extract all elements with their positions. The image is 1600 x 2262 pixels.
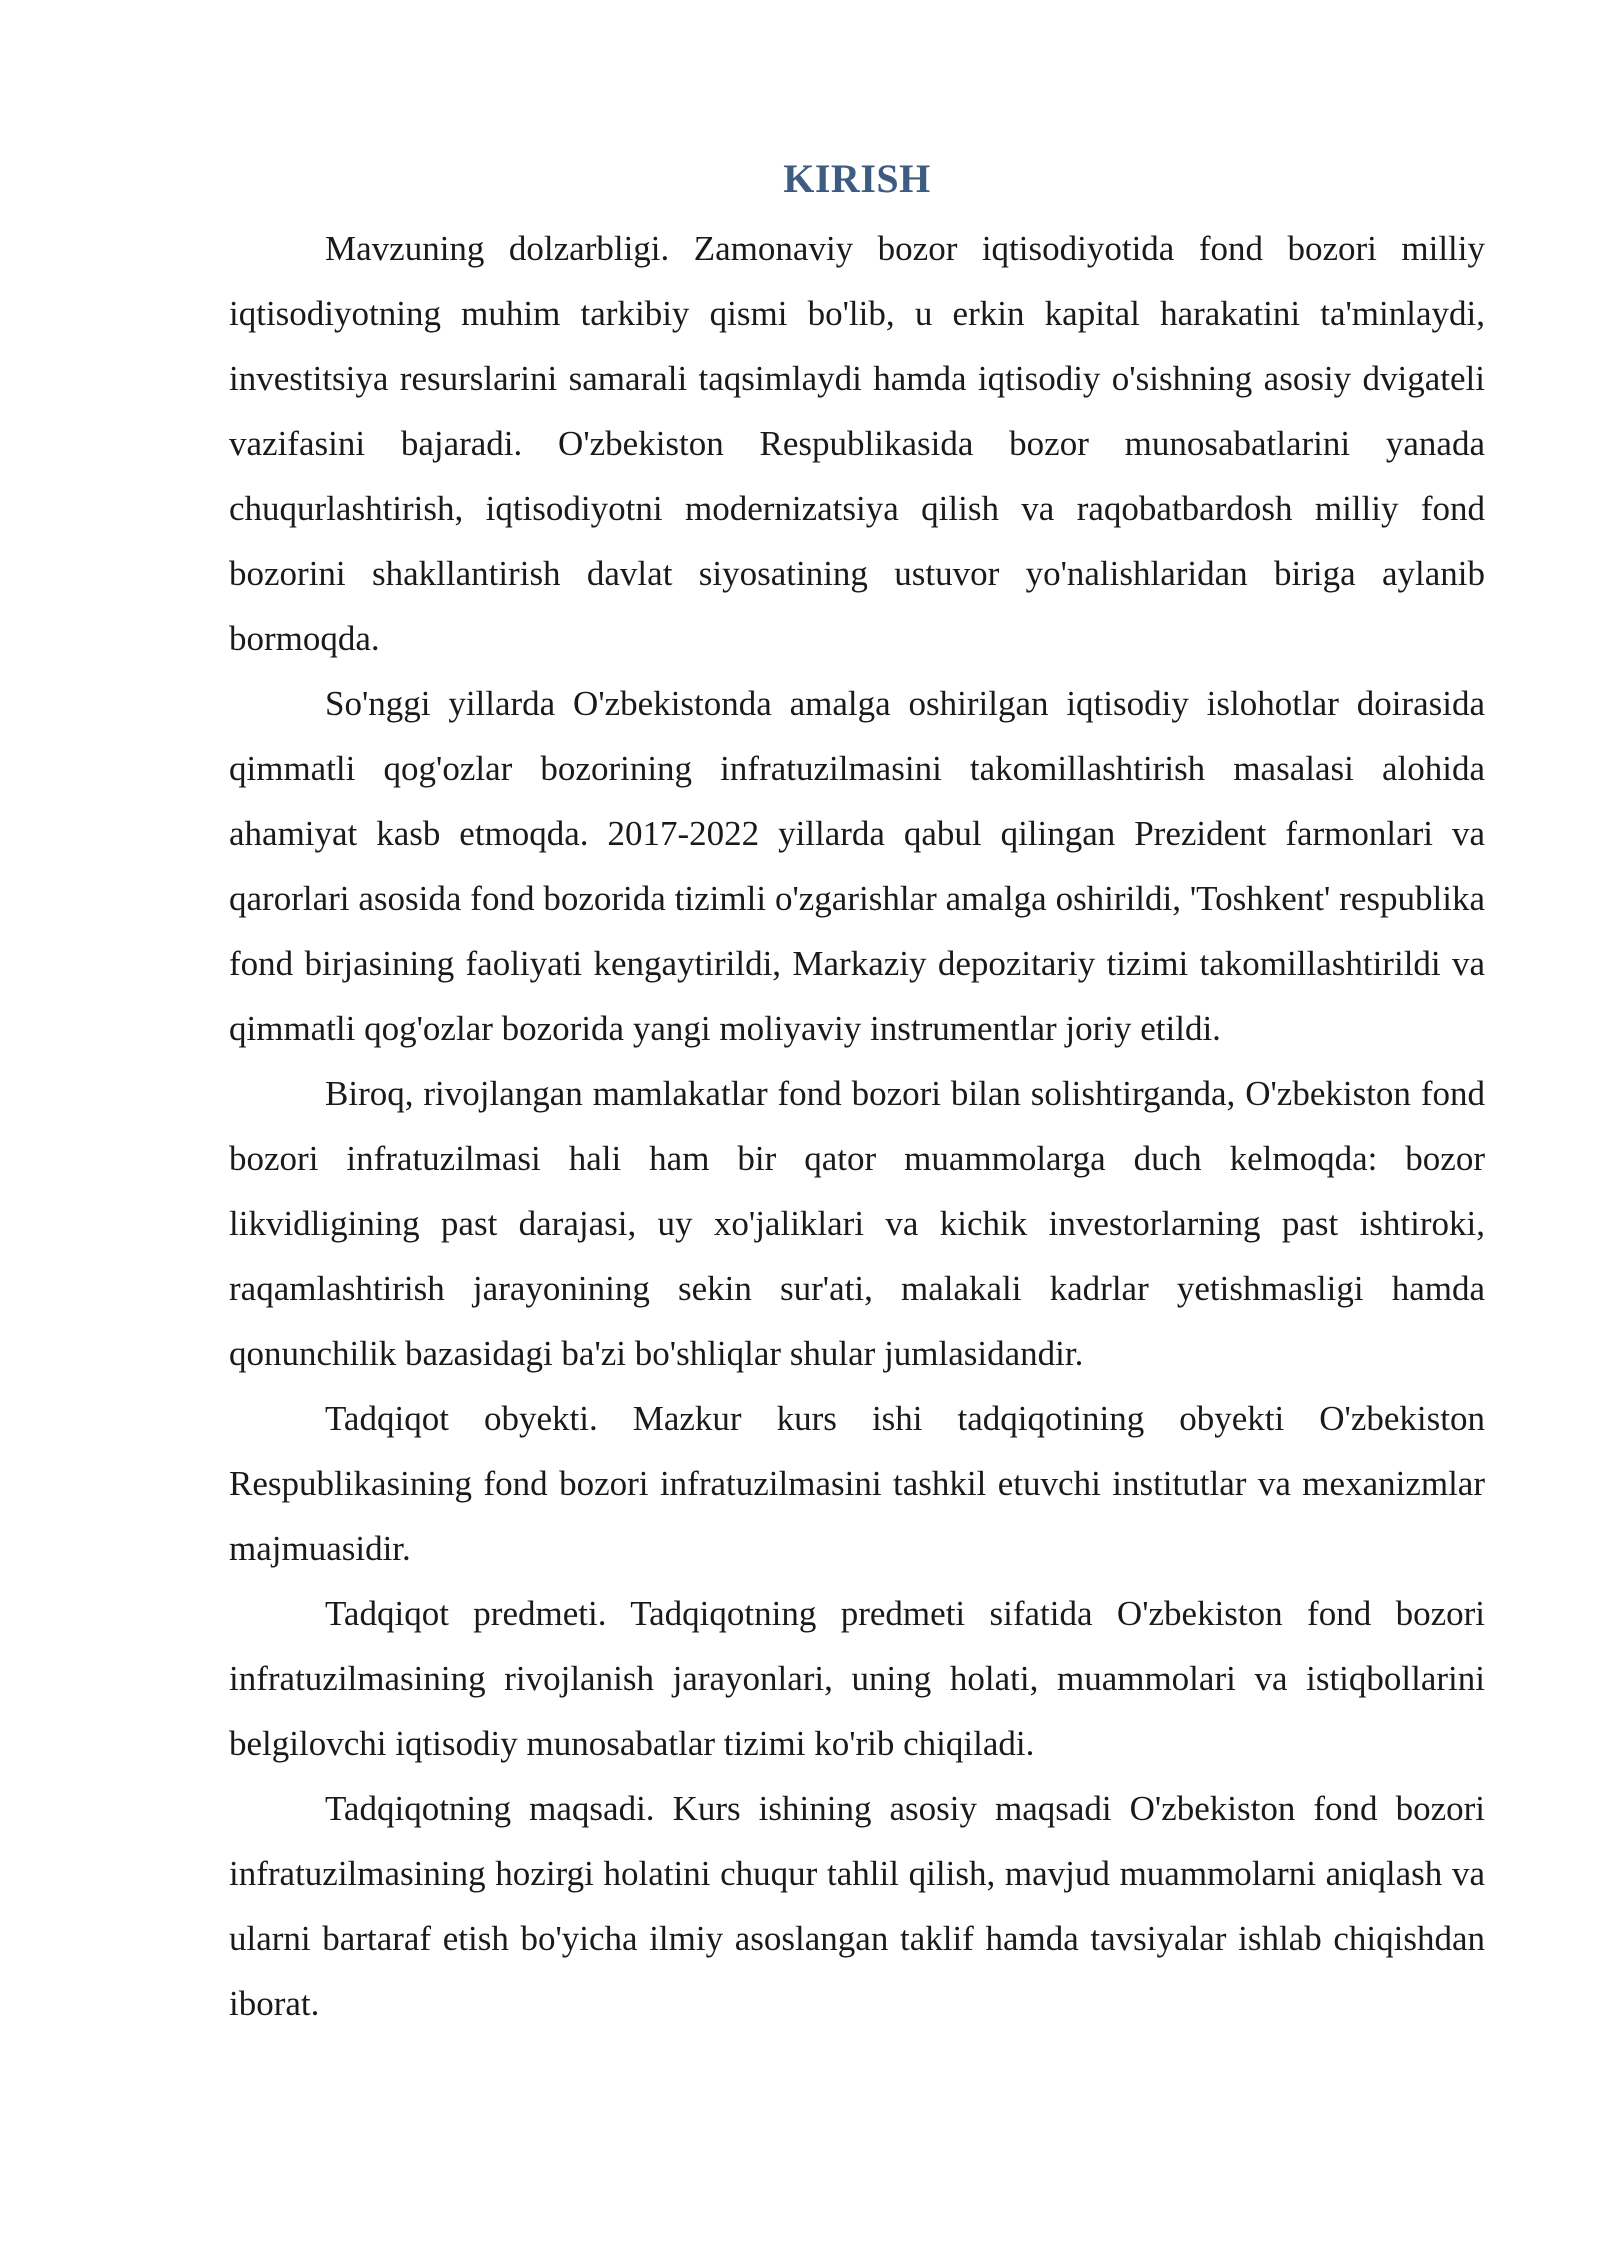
paragraph-research-goal: Tadqiqotning maqsadi. Kurs ishining asosiy maqsadi O'zbekiston fond bozori infratuzilmasining hozirgi holatini chuqur tahlil qilish, mavjud muammolarni aniqlash va ularni bartaraf etish bo'yicha ilmiy asoslangan taklif hamda tavsiyalar ishlab chiqishdan iborat.: [229, 1789, 1485, 2023]
paragraph-problems: Biroq, rivojlangan mamlakatlar fond bozori bilan solishtirganda, O'zbekiston fond bozori infratuzilmasi hali ham bir qator muammolarga duch kelmoqda: bozor likvidligining past darajasi, uy xo'jaliklari va kichik investorlarning past ishtiroki, raqamlashtirish jarayonining sekin sur'ati, malakali kadrlar yetishmasligi hamda qonunchilik bazasidagi ba'zi bo'shliqlar shular jumlasidandir.: [229, 1074, 1485, 1373]
paragraph-reforms: So'nggi yillarda O'zbekistonda amalga oshirilgan iqtisodiy islohotlar doirasida qimmatli qog'ozlar bozorining infratuzilmasini takomillashtirish masalasi alohida ahamiyat kasb etmoqda. 2017-2022 yillarda qabul qilingan Prezident farmonlari va qarorlari asosida fond bozorida tizimli o'zgarishlar amalga oshirildi, 'Toshkent' respublika fond birjasining faoliyati kengaytirildi, Markaziy depozitariy tizimi takomillashtirildi va qimmatli qog'ozlar bozorida yangi moliyaviy instrumentlar joriy etildi.: [229, 684, 1485, 1048]
paragraph-research-subject: Tadqiqot predmeti. Tadqiqotning predmeti sifatida O'zbekiston fond bozori infratuzilmasining rivojlanish jarayonlari, uning holati, muammolari va istiqbollarini belgilovchi iqtisodiy munosabatlar tizimi ko'rib chiqiladi.: [229, 1594, 1485, 1763]
document-body: [229, 148, 1485, 2036]
page-title: KIRISH: [783, 156, 931, 201]
paragraph-relevance: Mavzuning dolzarbligi. Zamonaviy bozor iqtisodiyotida fond bozori milliy iqtisodiyotning muhim tarkibiy qismi bo'lib, u erkin kapital harakatini ta'minlaydi, investitsiya resurslarini samarali taqsimlaydi hamda iqtisodiy o'sishning asosiy dvigateli vazifasini bajaradi. O'zbekiston Respublikasida bozor munosabatlarini yanada chuqurlashtirish, iqtisodiyotni modernizatsiya qilish va raqobatbardosh milliy fond bozorini shakllantirish davlat siyosatining ustuvor yo'nalishlaridan biriga aylanib bormoqda.: [229, 229, 1485, 658]
paragraph-research-object: Tadqiqot obyekti. Mazkur kurs ishi tadqiqotining obyekti O'zbekiston Respublikasining fond bozori infratuzilmasini tashkil etuvchi institutlar va mexanizmlar majmuasidir.: [229, 1399, 1485, 1568]
